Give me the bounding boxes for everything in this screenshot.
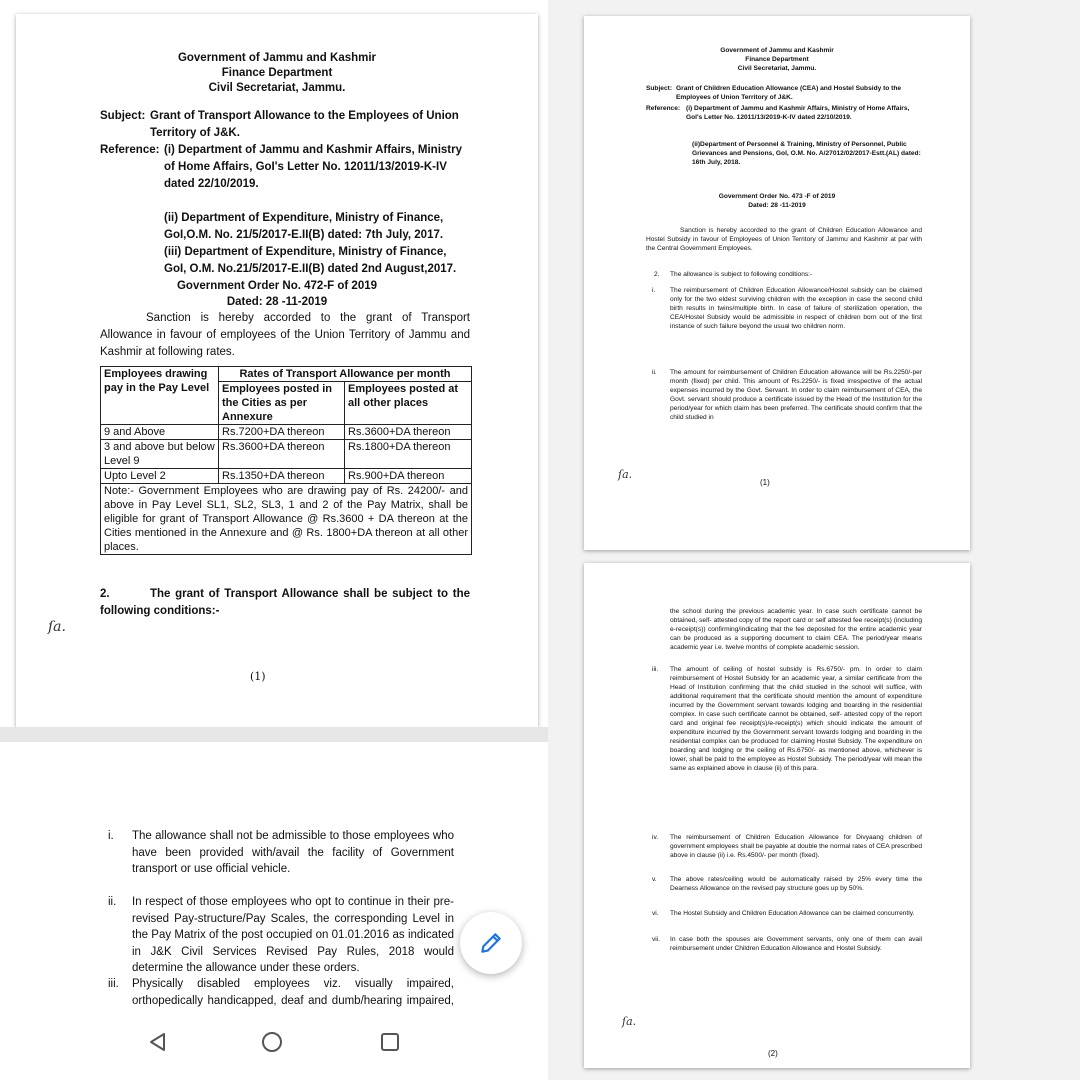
list-item [652,935,922,963]
doc1-reference-3: (iii) Department of Expenditure, Ministry of Finance, GoI, O.M. No.21/5/2017-E.II(B) dated 2nd August,2017. [164,246,457,275]
list-item-text: Physically disabled employees viz. visually impaired, orthopedically handicapped, deaf and dumb/hearing impaired, [132,978,454,1007]
doc2-reference-label: Reference: [646,105,681,112]
nav-recents-button[interactable] [370,1027,410,1057]
doc2-page-number-2: (2) [768,1049,778,1058]
list-item [652,665,922,827]
android-navigation-bar [0,1007,548,1080]
doc2-continuation: the school during the previous academic year. In case such certificate cannot be obtained, self- attested copy of the report card or self attested fee receipt(s) (including e-receipt(s)) confirming/indicating that the fee deposited for the entire academic year can be produced as a supporting document to claim CEA. The period/year means academic year i.e. twelve months of complete academic session. [670,608,922,651]
rates-group-header: Rates of Transport Allowance per month [219,367,472,382]
doc2-header-line-3: Civil Secretariat, Jammu. [737,65,817,72]
list-item [108,894,454,974]
list-item-number: v. [652,876,657,883]
signature-initials: ſa. [48,619,66,635]
list-item [652,875,922,903]
list-item-text: The reimbursement of Children Education Allowance for Divyaang children of government employees shall be payable at double the normal rates of CEA prescribed above in clause (ii) i.e. Rs.4500/- per month (fixed). [670,834,922,859]
list-item [652,286,922,358]
list-item-number: i. [108,830,114,842]
edit-button[interactable] [460,912,522,974]
doc1-para2-number: 2. [100,588,110,600]
doc2-header-line-1: Government of Jammu and Kashmir [720,47,834,54]
list-item-number: ii. [108,896,117,908]
list-item-text: The reimbursement of Children Education Allowance/Hostel subsidy can be claimed only for the two eldest surviving children with the exception in case the second child birth results in twins/multiple birth. In case of failure of sterilization operation, the CEA/Hostel Subsidy would be admissible in respect of children born out of the first instance of such failure beyond the usual two children norm. [670,287,922,330]
list-item-text: The allowance shall not be admissible to those employees who have been provided with/avail the facility of Government transport or use official vehicle. [132,830,454,875]
list-item [652,368,922,458]
list-item-number: vii. [652,936,661,943]
table-row [101,440,472,469]
doc2-subject-label: Subject: [646,85,673,92]
nav-home-button[interactable] [252,1027,292,1057]
rates-note: Note:- Government Employees who are drawing pay of Rs. 24200/- and above in Pay Level SL1, SL2, SL3, 1 and 2 of the Pay Matrix, shall be eligible for grant of Transport Allowance @ Rs.3600 + DA thereon at the Cities mentioned in the Annexure and @ Rs. 1800+DA thereon at all other places. [101,484,472,555]
doc1-subject-label: Subject: [100,110,146,122]
doc1-para2: The grant of Transport Allowance shall be subject to the following conditions:- [100,588,470,617]
list-item-number: i. [652,287,656,294]
doc2-order-number: Government Order No. 473 -F of 2019 [718,193,836,200]
doc1-page-number: (1) [250,670,266,683]
doc2-page-number-1: (1) [760,478,770,487]
list-item-text: The Hostel Subsidy and Children Education Allowance can be claimed concurrently. [670,910,915,917]
doc2-reference-1: (i) Department of Jammu and Kashmir Affairs, Ministry of Home Affairs, GoI's Letter No. 12011/13/2019-K-IV dated 22/10/2019. [686,105,910,121]
signature-initials: ſa. [618,468,633,481]
signature-initials: ſa. [622,1015,637,1028]
doc2-header-line-2: Finance Department [745,56,809,63]
doc2-reference-2: (ii)Department of Personnel & Training, Ministry of Personnel, Public Grievances and Pensions, GoI, O.M. No. A/27012/02/2017-Estt.(AL) dated: 16th July, 2018. [692,141,921,166]
list-item [108,828,454,880]
list-item [652,833,922,871]
rates-col2-header: Employees posted in the Cities as per Annexure [219,382,345,425]
table-cell: Rs.1350+DA thereon [219,469,345,484]
transport-allowance-page-2 [16,742,538,1007]
page-gap [0,727,548,742]
doc1-header-line-1: Government of Jammu and Kashmir [177,52,377,64]
table-cell: Rs.7200+DA thereon [219,425,345,440]
list-item-number: vi. [652,910,659,917]
list-item-number: iv. [652,834,659,841]
doc1-subject: Grant of Transport Allowance to the Employees of Union Territory of J&K. [150,110,459,139]
doc2-subject: Grant of Children Education Allowance (CEA) and Hostel Subsidy to the Employees of Union Territory of J&K. [676,85,902,101]
table-cell: Rs.3600+DA thereon [219,440,345,469]
table-cell: Upto Level 2 [101,469,219,484]
rates-col1-header: Employees drawing pay in the Pay Level [101,367,219,425]
doc1-reference-1: (i) Department of Jammu and Kashmir Affairs, Ministry of Home Affairs, GoI's Letter No. 12011/13/2019-K-IV dated 22/10/2019. [164,144,462,190]
table-cell: Rs.900+DA thereon [345,469,472,484]
doc2-sanction-paragraph: Sanction is hereby accorded to the grant of Children Education Allowance and Hostel Subsidy in favour of Employees of Union Territory of Jammu and Kashmir at par with the Central Government Employees. [646,227,922,252]
list-item-text: The above rates/ceiling would be automatically raised by 25% every time the Dearness Allowance on the revised pay structure goes up by 50%. [670,876,922,892]
list-item-number: iii. [652,666,659,673]
doc1-reference-label: Reference: [100,144,160,156]
table-cell: Rs.3600+DA thereon [345,425,472,440]
doc1-header-line-2: Finance Department [221,67,333,79]
rates-col3-header: Employees posted at all other places [345,382,472,425]
doc1-reference-2: (ii) Department of Expenditure, Ministry of Finance, GoI,O.M. No. 21/5/2017-E.II(B) dated: 7th July, 2017. [164,212,444,241]
doc2-para2-number: 2. [654,271,660,278]
cea-page-1 [584,16,970,550]
cea-page-2 [584,563,970,1068]
list-item-number: ii. [652,369,657,376]
pencil-icon [478,930,504,956]
square-recents-icon [379,1031,401,1053]
table-cell: 3 and above but below Level 9 [101,440,219,469]
doc1-header-line-3: Civil Secretariat, Jammu. [208,82,346,94]
table-cell: Rs.1800+DA thereon [345,440,472,469]
list-item-text: In respect of those employees who opt to continue in their pre-revised Pay-structure/Pay Scales, the corresponding Level in the Pay Matrix of the post occupied on 01.01.2016 as indicated in J&K Civil Services Revised Pay Rules, 2018 would determine the allowance under these orders. [132,896,454,974]
doc1-sanction-paragraph: Sanction is hereby accorded to the grant of Transport Allowance in favour of employees of the Union Territory of Jammu and Kashmir at following rates. [100,312,470,358]
doc2-para2: The allowance is subject to following conditions:- [670,271,813,278]
list-item-number: iii. [108,978,119,990]
triangle-back-icon [147,1031,169,1053]
doc1-order-date: Dated: 28 -11-2019 [226,296,328,308]
table-row [101,469,472,484]
list-item-text: The amount for reimbursement of Children Education allowance will be Rs.2250/-per month (fixed) per child. This amount of Rs.2250/- is fixed irrespective of the actual expenses incurred by the Govt. Servant. In order to claim reimbursement of CEA, the Govt. servant should produce a certificate issued by the Head of the Institution for the period/year for which claim has been preferred. The certificate should confirm that the child studied in [670,369,922,421]
nav-back-button[interactable] [138,1027,178,1057]
circle-home-icon [260,1030,284,1054]
transport-allowance-page-1 [16,14,538,727]
list-item-text: In case both the spouses are Government servants, only one of them can avail reimbursement under Children Education Allowance and Hostel Subsidy. [670,936,922,952]
transport-rates-table [100,366,472,555]
table-row [101,425,472,440]
doc1-order-number: Government Order No. 472-F of 2019 [176,280,378,292]
list-item-text: The amount of ceiling of hostel subsidy is Rs.6750/- pm. In order to claim reimbursement of Hostel Subsidy for an academic year, a similar certificate from the Head of Institution confirming that the child studied in the school will suffice, with additional requirement that the certificate should mention the amount of expenditure incurred by the Government servant towards lodging and boarding in the residential complex. In case such certificate cannot be obtained, self- attested copy of the report card and original fee receipt(s)/e-receipt(s) which should indicate the amount of expenditure incurred by the Government servant towards lodging and boarding in the residential complex can be produced for claiming Hostel Subsidy. The expenditure on boarding and lodging or the ceiling of Rs.6750/- as mentioned above, whichever is lower, shall be paid to the employee as Hostel Subsidy. The period/year will mean the same as explained above in clause (ii) of this para. [670,666,922,772]
list-item [652,909,922,929]
doc2-order-date: Dated: 28 -11-2019 [748,202,806,209]
table-cell: 9 and Above [101,425,219,440]
